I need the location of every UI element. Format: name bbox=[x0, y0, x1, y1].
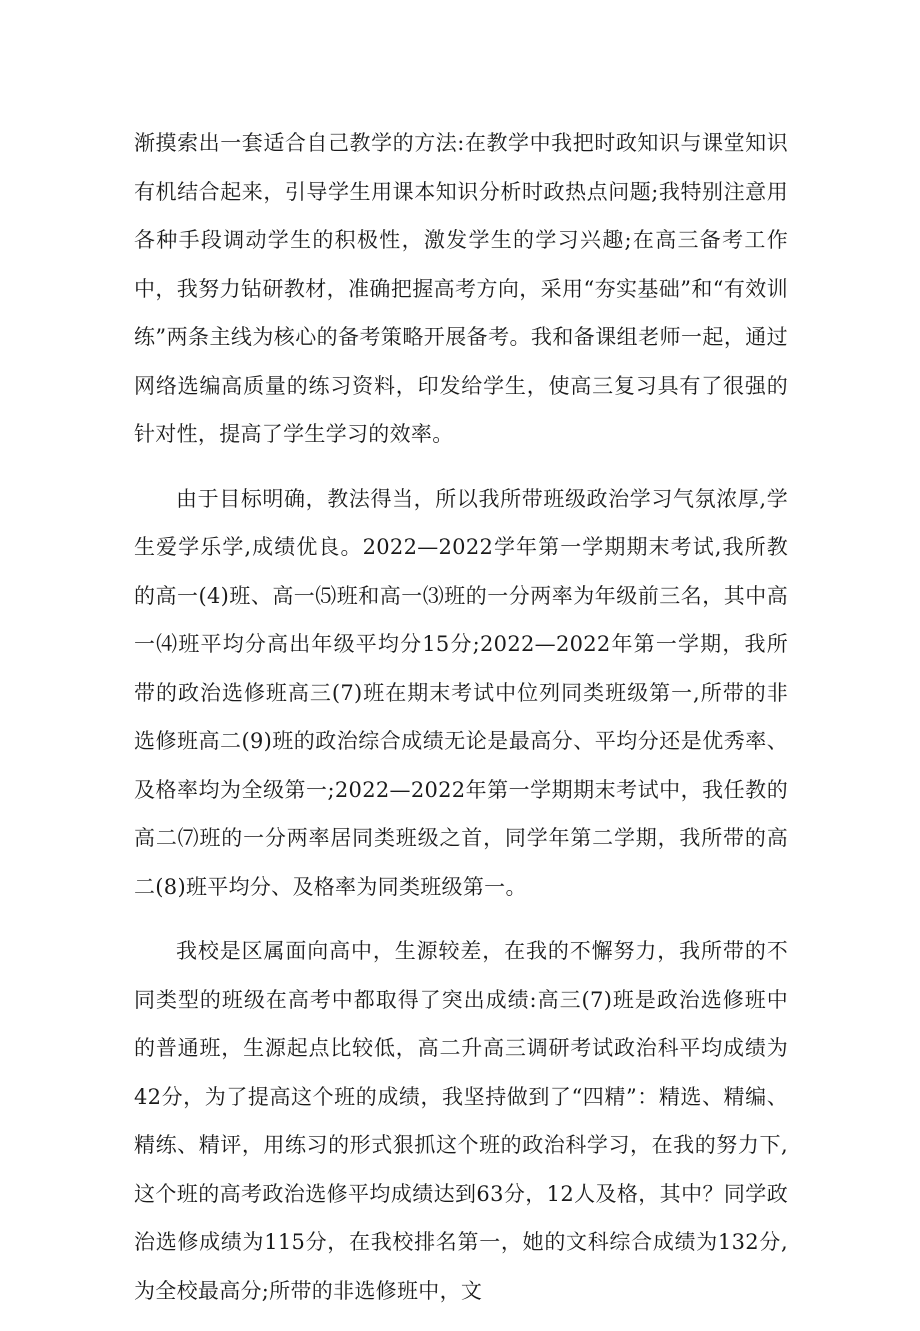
paragraph-3: 我校是区属面向高中，生源较差，在我的不懈努力，我所带的不同类型的班级在高考中都取得了突出成绩:高三(7)班是政治选修班中的普通班，生源起点比较低，高二升高三调研考试政治科平均成绩为42分，为了提高这个班的成绩，我坚持做到了“四精”：精选、精编、精练、精评，用练习的形式狠抓这个班的政治科学习，在我的努力下,这个班的高考政治选修平均成绩达到63分，12人及格，其中？同学政治选修成绩为115分，在我校排名第一，她的文科综合成绩为132分,为全校最高分;所带的非选修班中，文 bbox=[134, 939, 788, 1303]
paragraph-2: 由于目标明确，教法得当，所以我所带班级政治学习气氛浓厚,学生爱学乐学,成绩优良。2022—2022学年第一学期期末考试,我所教的高一(4)班、高一⑸班和高一⑶班的一分两率为年级前三名，其中高一⑷班平均分高出年级平均分15分;2022—2022年第一学期，我所带的政治选修班高三(7)班在期末考试中位列同类班级第一,所带的非选修班高二(9)班的政治综合成绩无论是最高分、平均分还是优秀率、及格率均为全级第一;2022—2022年第一学期期末考试中，我任教的高二⑺班的一分两率居同类班级之首，同学年第二学期，我所带的高二(8)班平均分、及格率为同类班级第一。 bbox=[134, 486, 788, 899]
paragraph-1: 渐摸索出一套适合自己教学的方法:在教学中我把时政知识与课堂知识有机结合起来，引导学生用课本知识分析时政热点问题;我特别注意用各种手段调动学生的积极性，激发学生的学习兴趣;在高三备考工作中，我努力钻研教材，准确把握高考方向，采用“夯实基础”和“有效训练”两条主线为核心的备考策略开展备考。我和备课组老师一起，通过网络选编高质量的练习资料，印发给学生，使高三复习具有了很强的针对性，提高了学生学习的效率。 bbox=[134, 131, 788, 446]
document-body bbox=[134, 119, 788, 1331]
